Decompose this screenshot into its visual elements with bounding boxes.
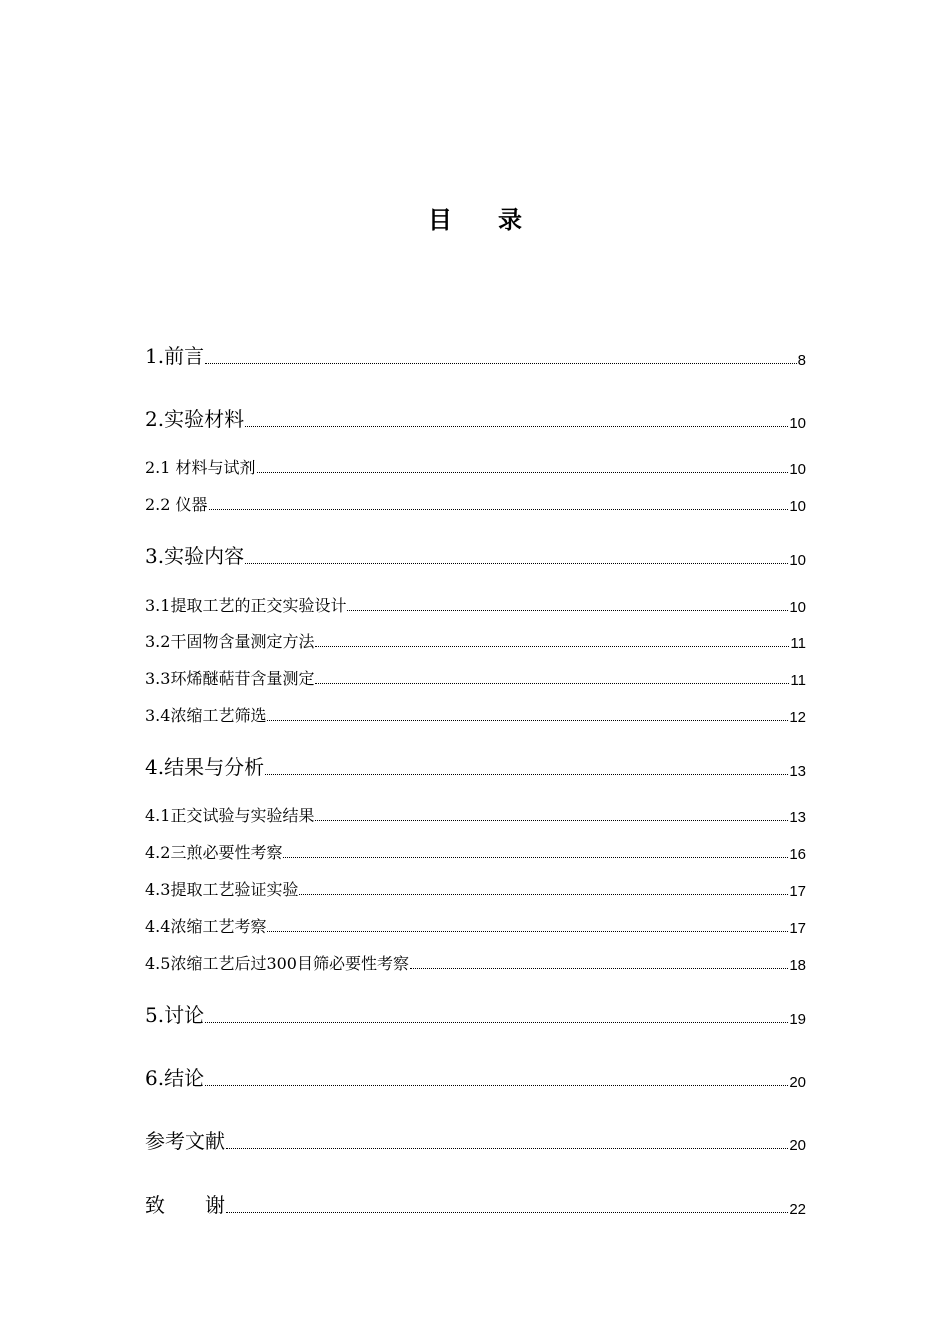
toc-entry-content[interactable] — [145, 540, 806, 569]
toc-entry-acknowledgements[interactable] — [145, 1189, 806, 1218]
toc-entry-4-3[interactable] — [145, 877, 806, 900]
toc-label: 3.1提取工艺的正交实验设计 — [145, 596, 347, 615]
toc-entry-materials[interactable] — [145, 403, 806, 432]
toc-label-part-2: 谢 — [205, 1193, 225, 1217]
toc-leader — [347, 610, 788, 611]
toc-leader — [299, 894, 788, 895]
toc-leader — [205, 1022, 788, 1023]
toc-leader — [315, 820, 788, 821]
toc-entry-references[interactable] — [145, 1125, 806, 1154]
toc-label: 参考文献 — [145, 1129, 225, 1153]
toc-page-number: 10 — [789, 599, 806, 616]
toc-leader — [245, 426, 788, 427]
toc-label: 3.实验内容 — [145, 544, 245, 568]
toc-leader — [267, 720, 788, 721]
title-char-2: 录 — [498, 206, 522, 234]
toc-leader — [205, 363, 797, 364]
toc-entry-conclusion[interactable] — [145, 1062, 806, 1091]
toc-label: 5.讨论 — [145, 1003, 205, 1027]
toc-entry-3-1[interactable] — [145, 593, 806, 616]
toc-label: 4.结果与分析 — [145, 755, 265, 779]
toc-page-number: 11 — [790, 672, 806, 689]
toc-label-part-1: 致 — [145, 1193, 165, 1217]
toc-entry-3-2[interactable] — [145, 629, 806, 652]
toc-page-number: 8 — [797, 352, 806, 369]
toc-entry-3-3[interactable] — [145, 666, 806, 689]
toc-entry-discussion[interactable] — [145, 999, 806, 1028]
toc-label: 4.2三煎必要性考察 — [145, 843, 283, 862]
toc-page-number: 20 — [789, 1137, 806, 1154]
toc-page-number: 17 — [789, 883, 806, 900]
toc-page-number: 10 — [789, 498, 806, 515]
toc-page-number: 12 — [789, 709, 806, 726]
toc-label: 1.前言 — [145, 344, 205, 368]
toc-leader — [226, 1212, 788, 1213]
toc-leader — [283, 857, 788, 858]
toc-leader — [267, 931, 788, 932]
toc-page-number: 10 — [789, 415, 806, 432]
toc-page-number: 13 — [789, 763, 806, 780]
toc-leader — [245, 563, 788, 564]
toc-label: 2.1 材料与试剂 — [145, 458, 256, 477]
toc-page-number: 17 — [789, 920, 806, 937]
toc-leader — [410, 968, 788, 969]
toc-label: 3.4浓缩工艺筛选 — [145, 706, 267, 725]
toc-label: 3.2干固物含量测定方法 — [145, 632, 315, 651]
toc-leader — [265, 774, 788, 775]
toc-entry-3-4[interactable] — [145, 703, 806, 726]
toc-leader — [257, 472, 789, 473]
page-title — [0, 200, 950, 235]
toc-leader — [226, 1148, 788, 1149]
toc-entry-4-2[interactable] — [145, 840, 806, 863]
toc-entry-results[interactable] — [145, 751, 806, 780]
toc-label: 4.4浓缩工艺考察 — [145, 917, 267, 936]
toc-leader — [205, 1085, 788, 1086]
toc-entry-2-1[interactable] — [145, 455, 806, 478]
toc-label: 6.结论 — [145, 1066, 205, 1090]
toc-leader — [315, 683, 789, 684]
toc-leader — [315, 646, 789, 647]
toc-page-number: 13 — [789, 809, 806, 826]
toc-entry-preface[interactable] — [145, 340, 806, 369]
toc-page-number: 18 — [789, 957, 806, 974]
toc-leader — [209, 509, 789, 510]
toc-label: 2.实验材料 — [145, 407, 245, 431]
toc-entry-4-1[interactable] — [145, 803, 806, 826]
toc-label: 3.3环烯醚萜苷含量测定 — [145, 669, 315, 688]
toc-entry-4-5[interactable] — [145, 951, 806, 974]
toc-label: 4.3提取工艺验证实验 — [145, 880, 299, 899]
toc-label — [145, 1189, 225, 1218]
toc-label: 4.1正交试验与实验结果 — [145, 806, 315, 825]
toc-label: 4.5浓缩工艺后过300目筛必要性考察 — [145, 954, 409, 973]
toc-page-number: 22 — [789, 1201, 806, 1218]
toc-page-number: 20 — [789, 1074, 806, 1091]
toc-page-number: 16 — [789, 846, 806, 863]
toc-label: 2.2 仪器 — [145, 495, 208, 514]
toc-page-number: 10 — [789, 552, 806, 569]
toc-entry-2-2[interactable] — [145, 492, 806, 515]
toc-page-number: 11 — [790, 635, 806, 652]
toc-page-number: 19 — [789, 1011, 806, 1028]
title-char-1: 目 — [428, 206, 452, 234]
toc-page-number: 10 — [789, 461, 806, 478]
toc-entry-4-4[interactable] — [145, 914, 806, 937]
